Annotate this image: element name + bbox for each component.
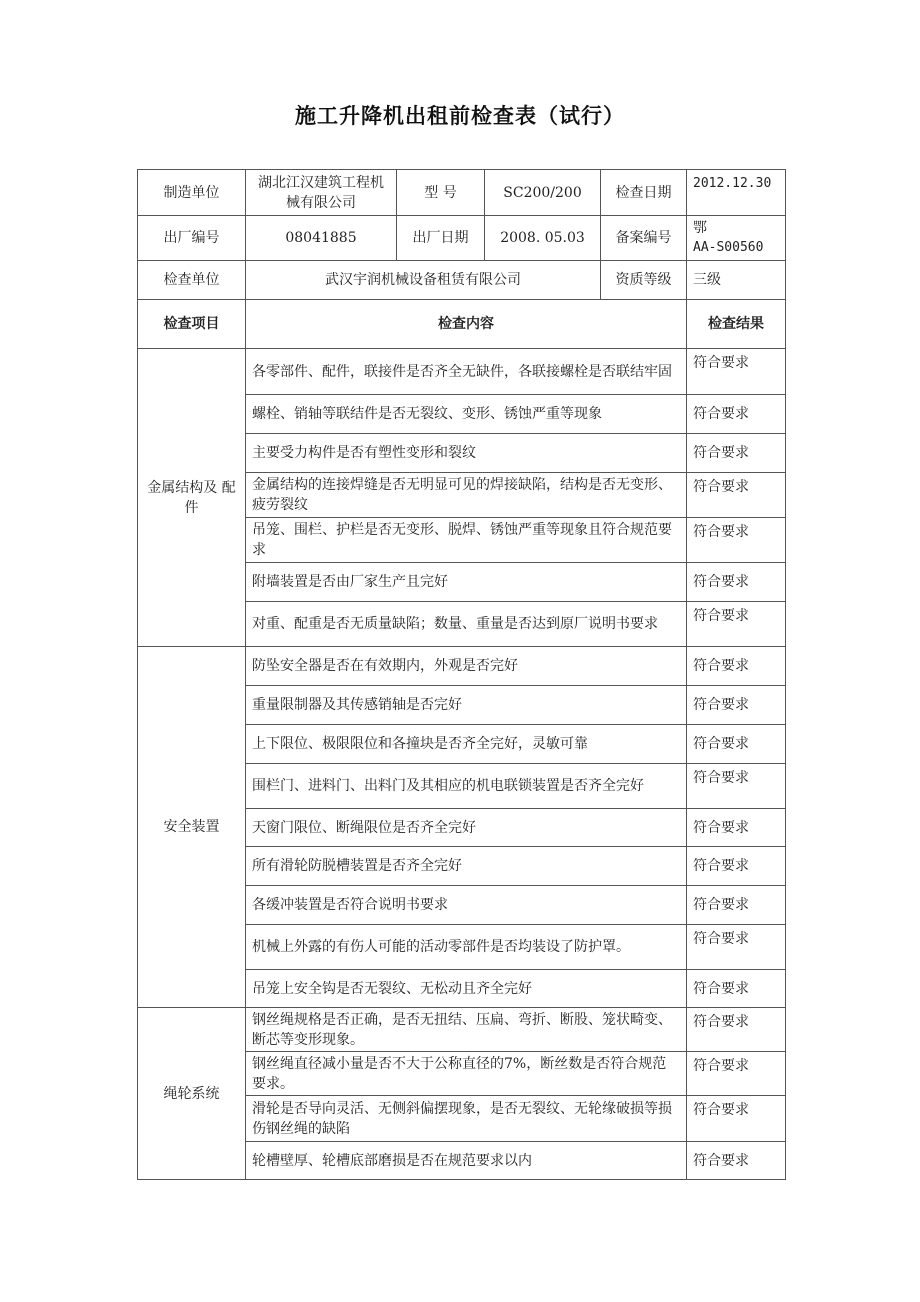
check-content: 重量限制器及其传感销轴是否完好 xyxy=(246,686,687,725)
header-row-2 xyxy=(138,216,786,261)
group-metal-structure: 金属结构及 配件 xyxy=(138,349,246,647)
check-content: 机械上外露的有伤人可能的活动零部件是否均装设了防护罩。 xyxy=(246,925,687,970)
check-content: 滑轮是否导向灵活、无侧斜偏摆现象，是否无裂纹、无轮缘破损等损伤钢丝绳的缺陷 xyxy=(246,1096,687,1142)
check-content: 吊笼上安全钩是否无裂纹、无松动且齐全完好 xyxy=(246,970,687,1008)
check-date-value: 2012.12.30 xyxy=(687,170,786,216)
serial-label: 出厂编号 xyxy=(138,216,246,261)
check-result: 符合要求 xyxy=(687,764,786,809)
check-result: 符合要求 xyxy=(687,970,786,1008)
manufacturer-value: 湖北江汉建筑工程机械有限公司 xyxy=(246,170,397,216)
inspector-label: 检查单位 xyxy=(138,261,246,300)
check-content: 钢丝绳直径减小量是否不大于公称直径的7%，断丝数是否符合规范要求。 xyxy=(246,1052,687,1096)
group-safety-devices: 安全装置 xyxy=(138,647,246,1008)
check-result: 符合要求 xyxy=(687,725,786,764)
check-content: 轮槽壁厚、轮槽底部磨损是否在规范要求以内 xyxy=(246,1142,687,1180)
check-result: 符合要求 xyxy=(687,563,786,602)
check-result: 符合要求 xyxy=(687,518,786,563)
check-result: 符合要求 xyxy=(687,886,786,925)
column-item-header: 检查项目 xyxy=(138,300,246,349)
check-content: 钢丝绳规格是否正确，是否无扭结、压扁、弯折、断股、笼状畸变、断芯等变形现象。 xyxy=(246,1008,687,1052)
factory-date-label: 出厂日期 xyxy=(397,216,485,261)
grade-value: 三级 xyxy=(687,261,786,300)
check-content: 各缓冲装置是否符合说明书要求 xyxy=(246,886,687,925)
record-label: 备案编号 xyxy=(601,216,687,261)
check-content: 对重、配重是否无质量缺陷；数量、重量是否达到原厂说明书要求 xyxy=(246,602,687,647)
model-value: SC200/200 xyxy=(485,170,601,216)
manufacturer-label: 制造单位 xyxy=(138,170,246,216)
header-row-1 xyxy=(138,170,786,216)
check-content: 金属结构的连接焊缝是否无明显可见的焊接缺陷，结构是否无变形、疲劳裂纹 xyxy=(246,473,687,518)
checklist-row xyxy=(138,647,786,686)
check-result: 符合要求 xyxy=(687,1142,786,1180)
record-value-line1: 鄂 xyxy=(693,220,707,236)
check-result: 符合要求 xyxy=(687,434,786,473)
check-content: 所有滑轮防脱槽装置是否齐全完好 xyxy=(246,847,687,886)
check-content: 各零部件、配件，联接件是否齐全无缺件，各联接螺栓是否联结牢固 xyxy=(246,349,687,395)
inspector-value: 武汉宇润机械设备租赁有限公司 xyxy=(246,261,601,300)
page-title: 施工升降机出租前检查表（试行） xyxy=(295,104,625,128)
model-label: 型 号 xyxy=(397,170,485,216)
check-content: 围栏门、进料门、出料门及其相应的机电联锁装置是否齐全完好 xyxy=(246,764,687,809)
check-result: 符合要求 xyxy=(687,473,786,518)
check-result: 符合要求 xyxy=(687,349,786,395)
column-content-header: 检查内容 xyxy=(246,300,687,349)
check-result: 符合要求 xyxy=(687,809,786,847)
check-content: 附墙装置是否由厂家生产且完好 xyxy=(246,563,687,602)
check-result: 符合要求 xyxy=(687,925,786,970)
check-result: 符合要求 xyxy=(687,395,786,434)
column-result-header: 检查结果 xyxy=(687,300,786,349)
check-content: 天窗门限位、断绳限位是否齐全完好 xyxy=(246,809,687,847)
check-result: 符合要求 xyxy=(687,847,786,886)
group-rope-pulley: 绳轮系统 xyxy=(138,1008,246,1180)
record-value-line2: AA-S00560 xyxy=(693,240,764,255)
check-result: 符合要求 xyxy=(687,1052,786,1096)
checklist-row xyxy=(138,349,786,395)
factory-date-value: 2008. 05.03 xyxy=(485,216,601,261)
grade-label: 资质等级 xyxy=(601,261,687,300)
checklist-row xyxy=(138,1008,786,1052)
check-result: 符合要求 xyxy=(687,647,786,686)
check-content: 吊笼、围栏、护栏是否无变形、脱焊、锈蚀严重等现象且符合规范要求 xyxy=(246,518,687,563)
check-date-label: 检查日期 xyxy=(601,170,687,216)
inspection-table xyxy=(137,169,786,1180)
check-result: 符合要求 xyxy=(687,686,786,725)
check-content: 主要受力构件是否有塑性变形和裂纹 xyxy=(246,434,687,473)
check-content: 上下限位、极限限位和各撞块是否齐全完好，灵敏可靠 xyxy=(246,725,687,764)
check-content: 防坠安全器是否在有效期内，外观是否完好 xyxy=(246,647,687,686)
check-result: 符合要求 xyxy=(687,1008,786,1052)
record-value xyxy=(687,216,786,261)
header-row-3 xyxy=(138,261,786,300)
check-result: 符合要求 xyxy=(687,602,786,647)
serial-value: 08041885 xyxy=(246,216,397,261)
check-content: 螺栓、销轴等联结件是否无裂纹、变形、锈蚀严重等现象 xyxy=(246,395,687,434)
check-result: 符合要求 xyxy=(687,1096,786,1142)
column-header-row xyxy=(138,300,786,349)
